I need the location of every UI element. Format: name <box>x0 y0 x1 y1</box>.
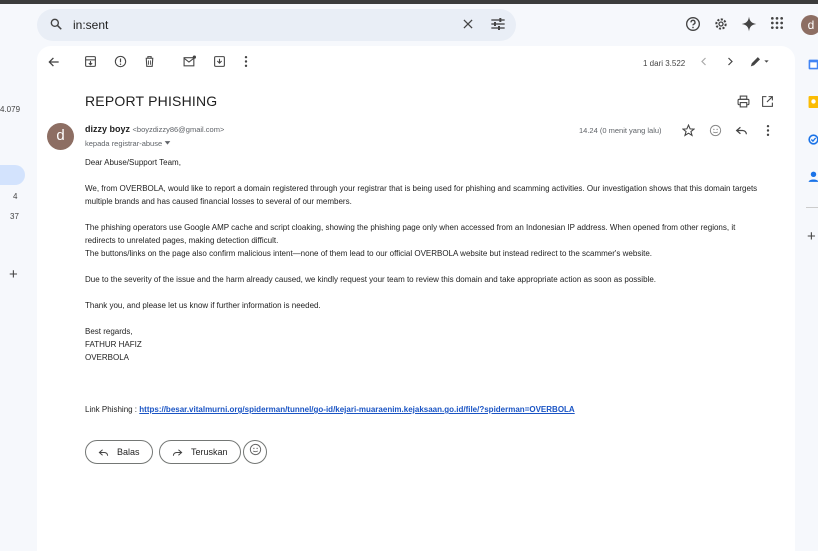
nav-count-a: 4 <box>13 192 18 201</box>
reply-button[interactable] <box>85 440 153 464</box>
side-panel-divider <box>806 207 818 208</box>
tasks-icon[interactable] <box>808 133 818 151</box>
move-to-icon[interactable] <box>213 55 226 73</box>
recipient-details[interactable] <box>85 139 171 148</box>
message-counter: 1 dari 3.522 <box>643 59 686 68</box>
search-icon[interactable] <box>49 17 63 36</box>
signature-name: FATHUR HAFIZ <box>85 340 142 349</box>
signature-org: OVERBOLA <box>85 353 130 362</box>
message-more-vert-icon[interactable] <box>764 124 772 142</box>
clear-search-icon[interactable] <box>461 17 475 36</box>
apps-grid-icon[interactable] <box>770 16 784 35</box>
reply-arrow-icon[interactable] <box>735 124 748 142</box>
body-paragraph-2: The phishing operators use Google AMP cache and script cloaking, showing the phishing page only when accessed from an Indonesian IP address. When opened from other regions, it redirects to unrelated pages, making detection difficult. <box>85 223 736 245</box>
mark-unread-icon[interactable] <box>183 55 196 73</box>
nav-count-b: 37 <box>10 212 19 221</box>
contacts-icon[interactable] <box>808 170 818 188</box>
sender-name[interactable]: dizzy boyz <box>85 124 131 134</box>
emoji-reaction-button[interactable] <box>243 440 267 464</box>
settings-gear-icon[interactable] <box>713 16 729 37</box>
email-panel <box>37 46 795 551</box>
link-label: Link Phishing : <box>85 405 138 414</box>
body-paragraph-4: Due to the severity of the issue and the harm already caused, we kindly request your team to review this domain and take appropriate action as soon as possible. <box>85 275 656 284</box>
open-new-window-icon[interactable] <box>761 95 774 113</box>
phishing-link[interactable]: https://besar.vitalmurni.org/spiderman/tunnel/go-id/kejari-muaraenim.kejaksaan.go.id/file/?spiderman=OVERBOLA <box>139 405 575 414</box>
get-addons-plus-icon[interactable]: + <box>807 228 816 245</box>
back-arrow-icon[interactable] <box>47 55 61 74</box>
account-avatar[interactable]: d <box>801 15 818 35</box>
older-chevron-right-icon[interactable] <box>724 55 736 73</box>
email-body <box>85 156 765 416</box>
star-icon[interactable] <box>682 124 695 142</box>
emoji-icon <box>249 443 262 461</box>
sender-email: <boyzdizzy86@gmail.com> <box>132 125 225 134</box>
phishing-link-line <box>85 403 765 416</box>
nav-count-inbox: 4.079 <box>0 105 21 114</box>
greeting: Dear Abuse/Support Team, <box>85 158 181 167</box>
keep-icon[interactable] <box>808 95 818 114</box>
calendar-icon[interactable] <box>808 58 818 76</box>
body-paragraph-1: We, from OVERBOLA, would like to report a domain registered through your registrar that is being used for phishing and scamming activities. Our investigation shows that this domain targets multiple brands and has caused financial losses to several of our members. <box>85 184 758 206</box>
reply-button-label: Balas <box>117 447 140 457</box>
gemini-sparkle-icon[interactable] <box>741 16 757 37</box>
body-paragraph-5: Thank you, and please let us know if further information is needed. <box>85 301 321 310</box>
sender-avatar[interactable]: d <box>47 123 74 150</box>
email-subject: REPORT PHISHING <box>85 93 218 109</box>
input-tools-pen-icon[interactable] <box>749 55 771 73</box>
delete-trash-icon[interactable] <box>143 55 156 73</box>
body-paragraph-3: The buttons/links on the page also confirm malicious intent—none of them lead to our official OVERBOLA website but instead redirect to the scammer's website. <box>85 249 653 258</box>
email-timestamp: 14.24 (0 menit yang lalu) <box>579 126 662 135</box>
recipient-label: kepada registrar-abuse <box>85 139 163 148</box>
add-reaction-icon[interactable] <box>709 124 722 142</box>
forward-button[interactable] <box>159 440 241 464</box>
closing: Best regards, <box>85 327 133 336</box>
archive-icon[interactable] <box>84 55 97 73</box>
print-icon[interactable] <box>737 95 750 113</box>
nav-selected-item[interactable] <box>0 165 25 185</box>
newer-chevron-left-icon[interactable] <box>698 55 710 73</box>
more-vert-icon[interactable] <box>242 55 250 73</box>
add-label-icon[interactable]: + <box>9 266 18 283</box>
search-options-icon[interactable] <box>490 17 506 36</box>
search-bar[interactable] <box>37 9 516 41</box>
search-input[interactable]: in:sent <box>73 18 109 32</box>
help-icon[interactable] <box>685 16 701 37</box>
window-top-strip <box>0 0 818 4</box>
report-spam-icon[interactable] <box>114 55 127 73</box>
details-dropdown-icon[interactable] <box>164 139 171 148</box>
sender-line <box>85 124 224 134</box>
forward-button-label: Teruskan <box>191 447 228 457</box>
